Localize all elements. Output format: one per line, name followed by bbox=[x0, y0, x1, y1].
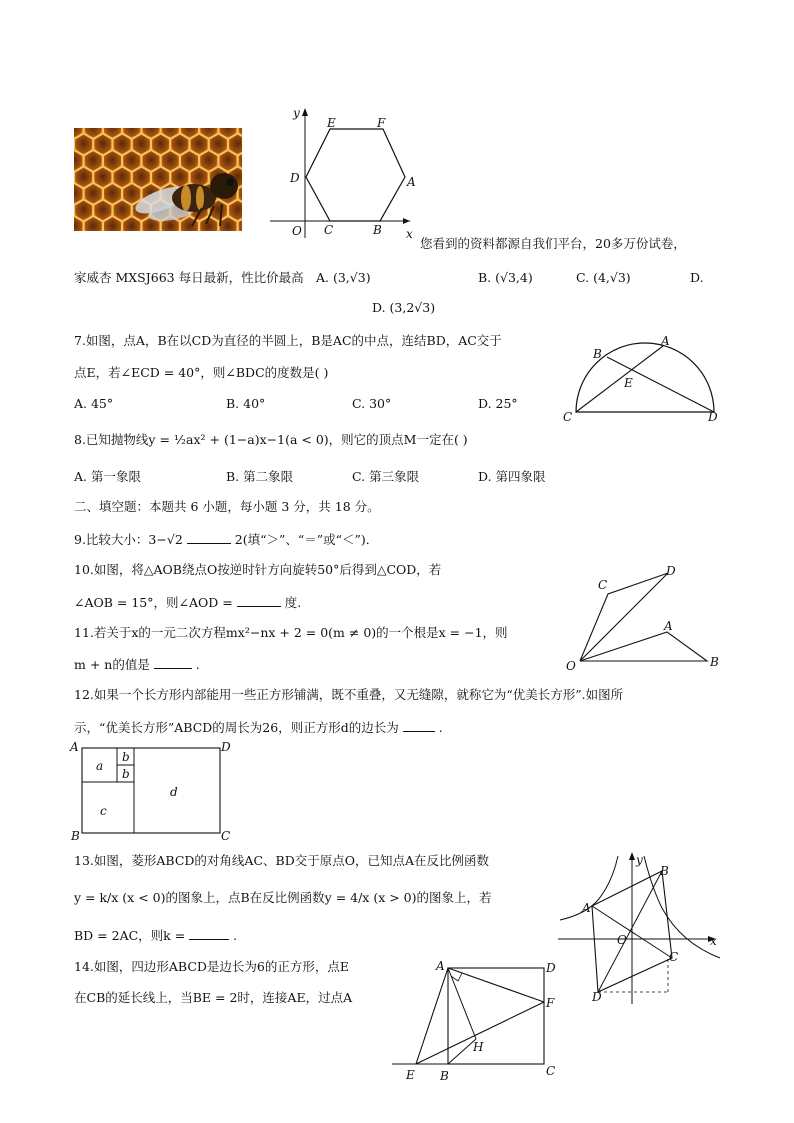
svg-text:d: d bbox=[170, 785, 178, 799]
q10-line2 bbox=[74, 594, 301, 611]
svg-text:B: B bbox=[593, 347, 602, 361]
watermark-tail: 您看到的资料都源自我们平台，20多万份试卷， bbox=[420, 236, 686, 251]
q10-post: 度. bbox=[284, 595, 302, 610]
svg-text:x: x bbox=[710, 934, 717, 948]
q11-line1: 11.若关于x的一元二次方程mx²−nx + 2 = 0(m ≠ 0)的一个根是x = −1，则 bbox=[74, 625, 508, 640]
svg-text:x: x bbox=[406, 227, 413, 240]
perfect-rectangle-figure bbox=[68, 738, 238, 842]
q13-answer-blank[interactable] bbox=[189, 927, 229, 940]
svg-text:D: D bbox=[221, 740, 231, 754]
q8-text: 8.已知抛物线y = ½ax² + (1−a)x−1(a < 0)，则它的顶点M一定在( ) bbox=[74, 432, 468, 447]
svg-text:H: H bbox=[473, 1040, 484, 1054]
svg-text:C: C bbox=[324, 223, 334, 237]
q14-line2: 在CB的延长线上，当BE = 2时，连接AE，过点A bbox=[74, 990, 353, 1005]
q10-answer-blank[interactable] bbox=[237, 594, 281, 607]
watermark-head: 家威杏 MXSJ663 每日最新，性比价最高 bbox=[74, 270, 304, 285]
svg-text:C: C bbox=[669, 950, 679, 964]
svg-text:O: O bbox=[617, 933, 627, 947]
q9 bbox=[74, 531, 378, 548]
rotation-figure bbox=[562, 560, 732, 675]
q7-option-b: B. 40° bbox=[226, 396, 266, 411]
svg-text:C: C bbox=[598, 578, 608, 592]
svg-text:O: O bbox=[292, 224, 302, 238]
q12-post: . bbox=[438, 720, 443, 735]
q7-option-c: C. 30° bbox=[352, 396, 392, 411]
q13-post: . bbox=[233, 928, 238, 943]
q11-post: . bbox=[195, 657, 200, 672]
q8-option-c: C. 第三象限 bbox=[352, 469, 420, 484]
hexagon-figure bbox=[270, 100, 420, 240]
svg-text:E: E bbox=[406, 1068, 415, 1082]
semicircle-figure bbox=[560, 330, 730, 425]
q6-option-c: C. (4,√3) bbox=[576, 270, 631, 285]
q12-line1: 12.如果一个长方形内部能用一些正方形铺满，既不重叠，又无缝隙，就称它为“优美长方形”.如图所 bbox=[74, 687, 624, 702]
svg-text:C: C bbox=[546, 1064, 556, 1078]
svg-text:A: A bbox=[661, 334, 670, 348]
q10-line1: 10.如图，将△AOB绕点O按逆时针方向旋转50°后得到△COD，若 bbox=[74, 562, 442, 577]
svg-text:F: F bbox=[377, 116, 386, 130]
honeycomb-bee-photo bbox=[74, 128, 242, 231]
rhombus-hyperbola-figure bbox=[556, 848, 728, 1004]
svg-text:B: B bbox=[660, 864, 669, 878]
q12-line2 bbox=[74, 719, 443, 736]
svg-text:c: c bbox=[100, 804, 107, 818]
q12-answer-blank[interactable] bbox=[403, 719, 435, 732]
svg-text:y: y bbox=[636, 853, 643, 867]
q8-option-a: A. 第一象限 bbox=[74, 469, 141, 484]
q14-line1: 14.如图，四边形ABCD是边长为6的正方形，点E bbox=[74, 959, 349, 974]
q8-option-b: B. 第二象限 bbox=[226, 469, 294, 484]
svg-text:C: C bbox=[221, 829, 231, 842]
svg-text:a: a bbox=[96, 759, 104, 773]
svg-text:C: C bbox=[563, 410, 573, 424]
svg-text:A: A bbox=[664, 619, 673, 633]
svg-text:B: B bbox=[71, 829, 80, 842]
svg-text:E: E bbox=[327, 116, 336, 130]
square-figure bbox=[392, 958, 564, 1086]
q13-line3 bbox=[74, 927, 237, 944]
svg-text:F: F bbox=[546, 996, 555, 1010]
svg-text:D: D bbox=[592, 990, 602, 1004]
svg-text:D: D bbox=[546, 961, 556, 975]
svg-text:A: A bbox=[436, 959, 445, 973]
q11-pre: m + n的值是 bbox=[74, 657, 150, 672]
svg-text:D: D bbox=[290, 171, 300, 185]
svg-text:O: O bbox=[566, 659, 576, 673]
q7-option-a: A. 45° bbox=[74, 396, 114, 411]
q9-pre: 9.比较大小：3−√2 bbox=[74, 532, 183, 547]
svg-text:B: B bbox=[440, 1069, 449, 1083]
q6-option-b: B. (√3,4) bbox=[478, 270, 533, 285]
svg-text:D: D bbox=[708, 410, 718, 424]
q6-option-a: A. (3,√3) bbox=[316, 270, 371, 285]
q7-line1: 7.如图，点A，B在以CD为直径的半圆上，B是AC的中点，连结BD，AC交于 bbox=[74, 333, 502, 348]
q13-line2: y = k/x (x < 0)的图象上，点B在反比例函数y = 4/x (x > 0)的图象上，若 bbox=[74, 890, 492, 905]
q6-option-d-letter: D. bbox=[690, 270, 704, 285]
q11-answer-blank[interactable] bbox=[154, 656, 192, 669]
svg-text:B: B bbox=[373, 223, 382, 237]
q9-answer-blank[interactable] bbox=[187, 531, 231, 544]
q13-line1: 13.如图，菱形ABCD的对角线AC、BD交于原点O，已知点A在反比例函数 bbox=[74, 853, 489, 868]
svg-text:A: A bbox=[582, 901, 591, 915]
svg-text:E: E bbox=[624, 376, 633, 390]
svg-text:b: b bbox=[122, 767, 130, 781]
svg-text:y: y bbox=[293, 106, 300, 120]
svg-text:A: A bbox=[407, 175, 416, 189]
svg-text:A: A bbox=[70, 740, 79, 754]
q9-post: 2(填“＞”、“＝”或“＜”)． bbox=[234, 532, 379, 547]
svg-text:D: D bbox=[666, 564, 676, 578]
q12-pre: 示，“优美长方形”ABCD的周长为26，则正方形d的边长为 bbox=[74, 720, 399, 735]
q10-pre: ∠AOB = 15°，则∠AOD = bbox=[74, 595, 233, 610]
svg-text:B: B bbox=[710, 655, 719, 669]
q11-line2 bbox=[74, 656, 200, 673]
svg-text:b: b bbox=[122, 750, 130, 764]
q8-option-d: D. 第四象限 bbox=[478, 469, 546, 484]
section-title-fill-in: 二、填空题：本题共 6 小题，每小题 3 分，共 18 分。 bbox=[74, 499, 380, 514]
q7-line2: 点E，若∠ECD = 40°，则∠BDC的度数是( ) bbox=[74, 365, 329, 380]
q6-option-d: D. (3,2√3) bbox=[372, 300, 436, 315]
q7-option-d: D. 25° bbox=[478, 396, 518, 411]
q13-pre: BD = 2AC，则k = bbox=[74, 928, 186, 943]
